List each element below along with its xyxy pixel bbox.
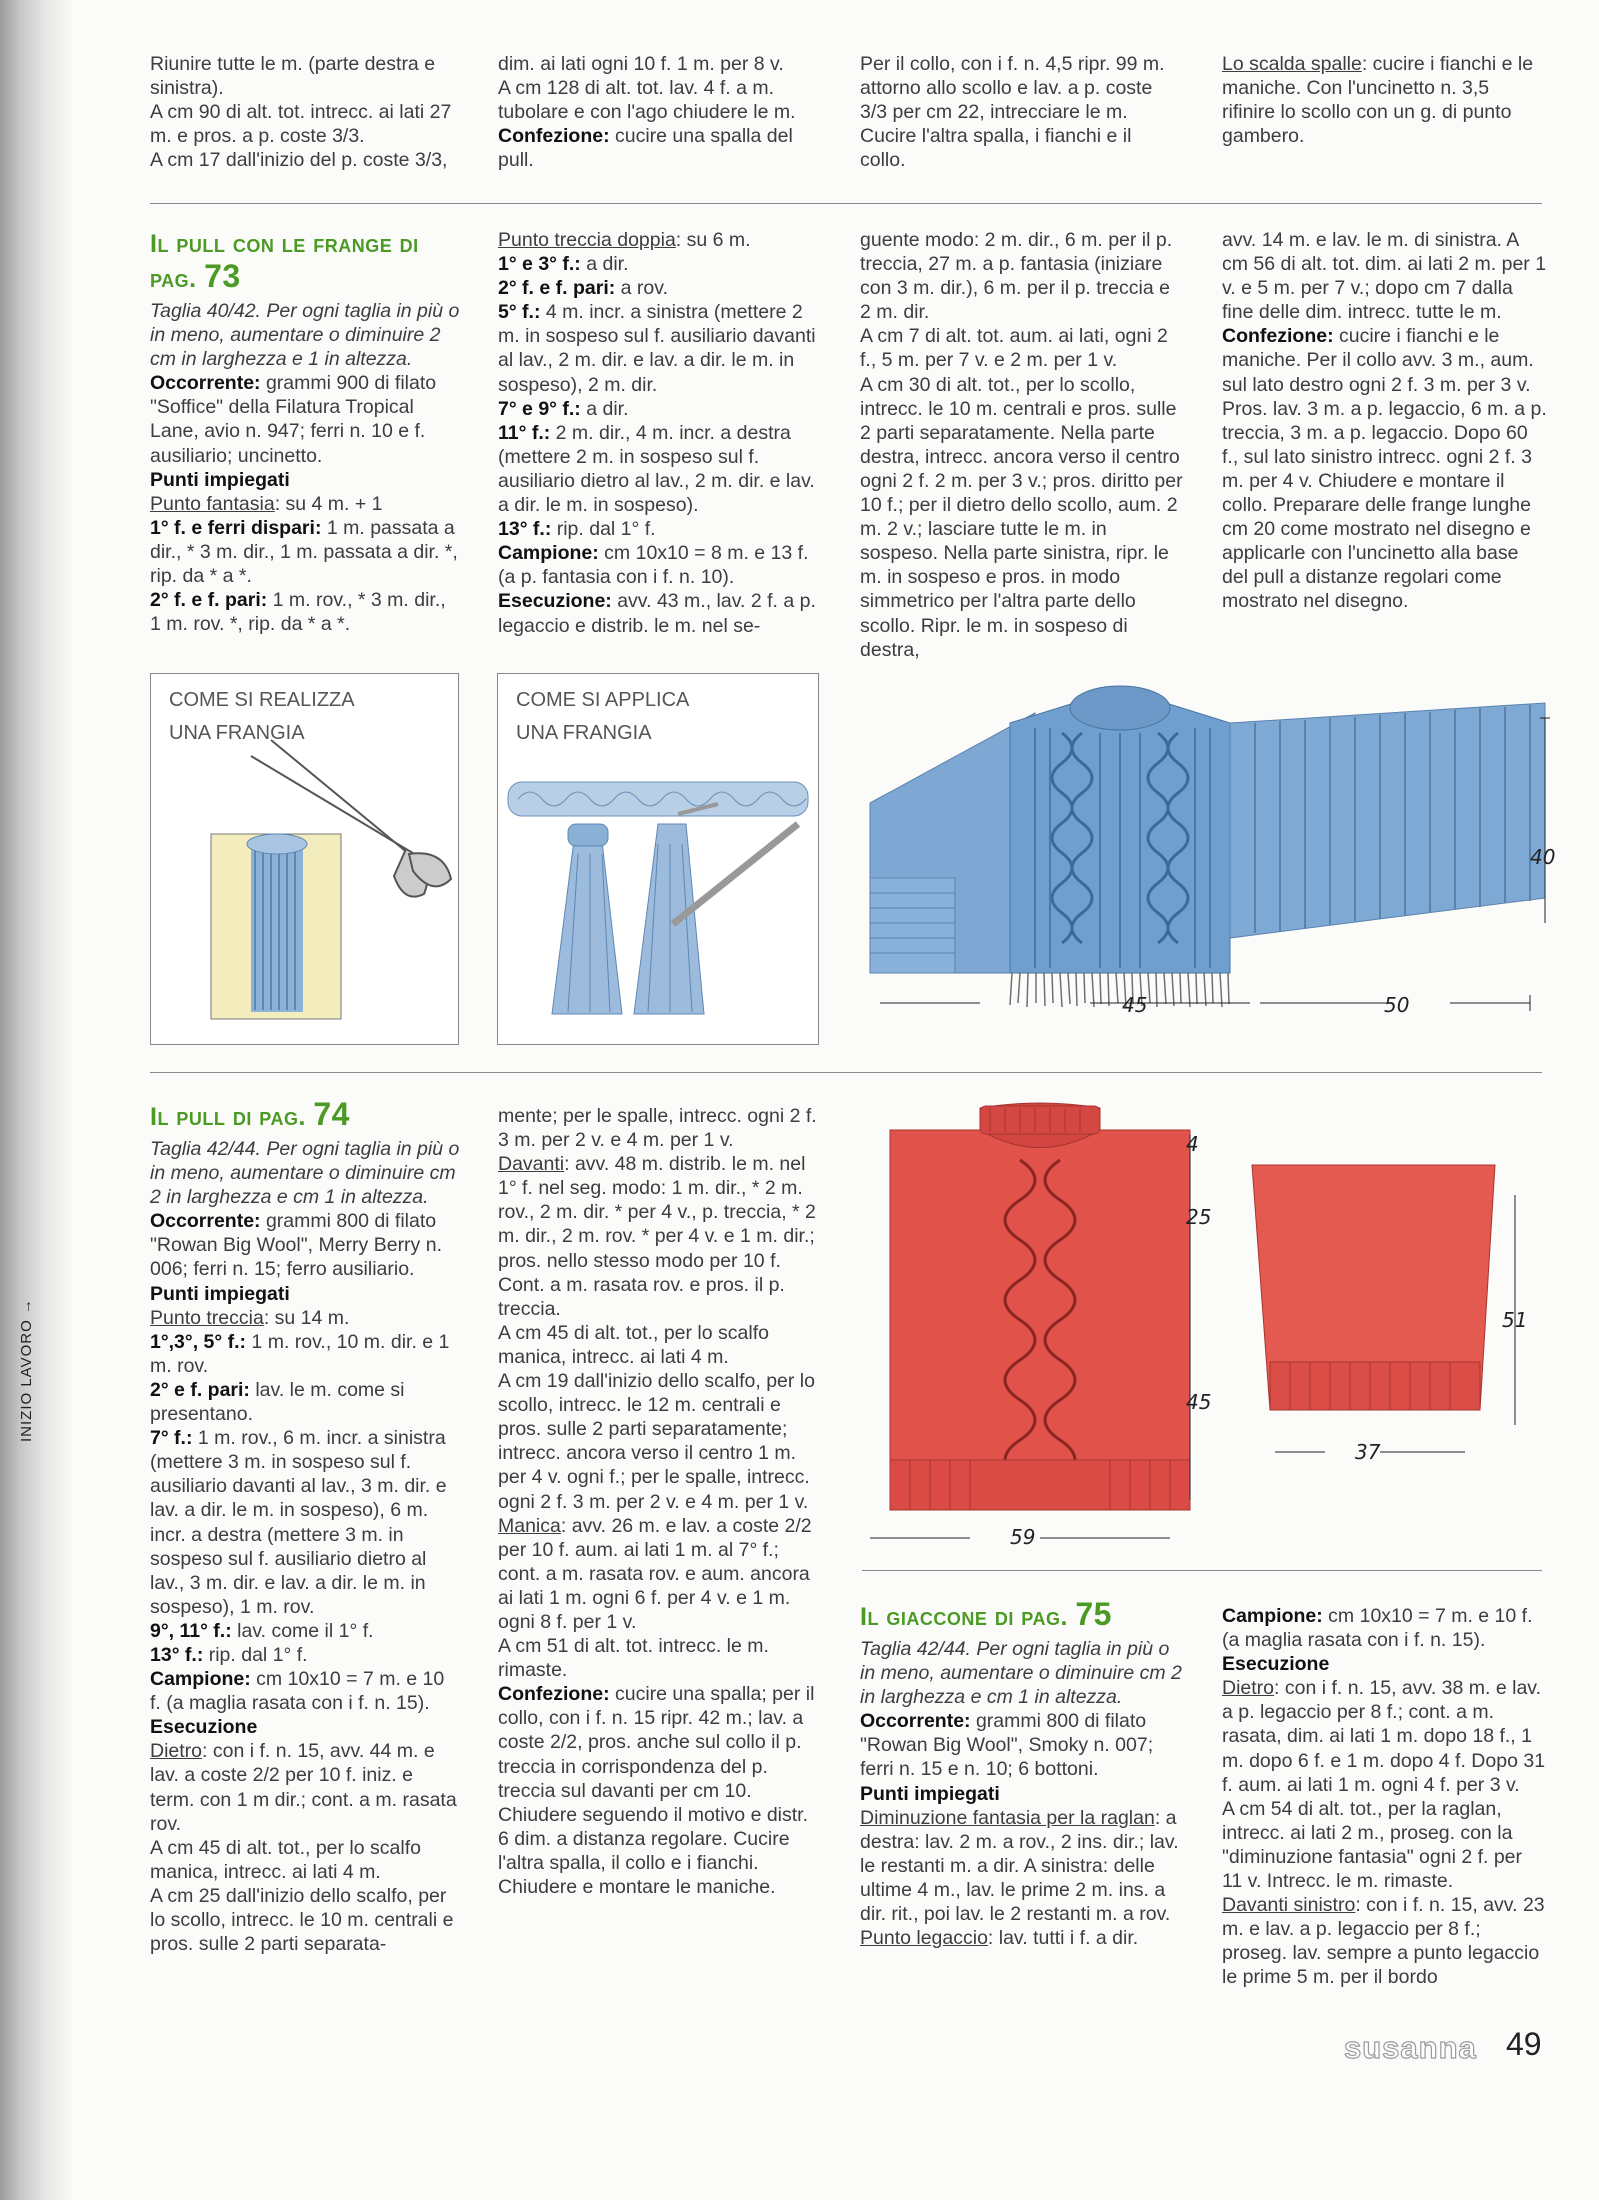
divider-top — [150, 203, 1542, 204]
top-col-1: Riunire tutte le m. (parte destra e sinistra). A cm 90 di alt. tot. intrecc. ai lati 27 m. e pros. a p. coste 3/3. A cm 17 dall'inizio del p. coste 3/3, — [150, 53, 452, 172]
fringe-make-caption: COME SI REALIZZA UNA FRANGIA — [169, 689, 355, 744]
fringe-apply-box — [497, 673, 819, 1045]
pull74-dim-body: 45 — [1186, 1390, 1212, 1414]
magazine-brand: susanna — [1344, 2030, 1477, 2065]
pull74-schematic — [860, 1100, 1550, 1560]
pull73-col-3: guente modo: 2 m. dir., 6 m. per il p. treccia, 27 m. a p. fantasia (iniziare con 3 m. dir.), 6 m. per il p. treccia e 2 m. dir. A cm 7 di alt. tot. aum. ai lati, ogni 2 f., 5 m. per 7 v. e 2 m. per 1 v. A cm 30 di alt. tot., per lo scollo, intrecc. le 10 m. centrali e pros. sulle 2 parti separatamente. Nella parte destra, intrecc. ancora verso il centro ogni 2 f. 2 m. per 3 v.; pros. diritto per 10 f.; per il dietro dello scollo, aum. 2 m. 2 v.; lasciare tutte le m. in sospeso. Nella parte sinistra, ripr. le m. in sospeso e pros. in modo simmetrico per l'altra parte dello scollo. Ripr. le m. in sospeso di destra, — [860, 229, 1183, 661]
pull73-dim-sleeve: 50 — [1384, 993, 1410, 1017]
giaccone75-col-1: Il giaccone di pag. 75 Taglia 42/44. Per ogni taglia in più o in meno, aumentare o diminuire cm 2 in larghezza e cm 1 in altezza. Occorrente: grammi 800 di filato "Rowan Big Wool", Smoky n. 007; ferri n. 15 e n. 10; 6 bottoni. Punti impiegati Diminuzione fantasia per la raglan: a destra: lav. 2 m. a rov., 2 ins. dir.; lav. le restanti m. a dir. A sinistra: delle ultime 4 m., lav. le prime 2 m. ins. a dir. rit., poi lav. le 2 restanti m. a rov. Punto legaccio: lav. tutti i f. a dir. — [860, 1598, 1185, 1950]
pull74-col-1: Il pull di pag. 74 Taglia 42/44. Per ogni taglia in più o in meno, aumentare o diminuire cm 2 in larghezza e cm 1 in altezza. Occorrente: grammi 800 di filato "Rowan Big Wool", Merry Berry n. 006; ferri n. 15; ferro ausiliario. Punti impiegati Punto treccia: su 14 m. 1°,3°, 5° f.: 1 m. rov., 10 m. dir. e 1 m. rov. 2° e f. pari: lav. le m. come si presentano. 7° f.: 1 m. rov., 6 m. incr. a sinistra (mettere 3 m. in sospeso sul f. ausiliario davanti al lav., 3 m. dir. e lav. a dir. le m. in sospeso), 6 m. incr. a destra (mettere 3 m. in sospeso sul f. ausiliario dietro al lav., 3 m. dir. e lav. a dir. le m. in sospeso), 1 m. rov. 9°, 11° f.: lav. come il 1° f. 13° f.: rip. dal 1° f. Campione: cm 10x10 = 7 m. e 10 f. (a maglia rasata con i f. n. 15). Esecuzione Dietro: con i f. n. 15, avv. 44 m. e lav. a coste 2/2 per 10 f. iniz. e term. con 1 m dir.; cont. a m. rasata rov. A cm 45 di alt. tot., per lo scalfo manica, intrecc. ai lati 4 m. A cm 25 dall'inizio dello scalfo, per lo scollo, intrecc. le 10 m. centrali e pros. sulle 2 parti separata- — [150, 1096, 460, 1956]
fringe-apply-caption: COME SI APPLICA UNA FRANGIA — [516, 689, 690, 744]
pull74-dim-width: 59 — [1010, 1525, 1036, 1549]
pull73-title: Il pull con le frange di pag. 73 — [150, 230, 419, 294]
pull74-dim-armhole: 25 — [1186, 1205, 1212, 1229]
giaccone75-title: Il giaccone di pag. 75 — [860, 1596, 1112, 1632]
pull73-col-2: Punto treccia doppia: su 6 m. 1° e 3° f.: a dir. 2° f. e f. pari: a rov. 5° f.: 4 m. incr. a sinistra (mettere 2 m. in sospeso sul f. ausiliario davanti al lav., 2 m. dir. e lav. a dir. le m. in sospeso), 2 m. dir. 7° e 9° f.: a dir. 11° f.: 2 m. dir., 4 m. incr. a destra (mettere 2 m. in sospeso sul f. ausiliario dietro al lav., 2 m. dir. e lav. a dir. le m. in sospeso). 13° f.: rip. dal 1° f. Campione: cm 10x10 = 8 m. e 13 f. (a p. fantasia con i f. n. 10). Esecuzione: avv. 43 m., lav. 2 f. a p. legaccio e distrib. le m. nel se- — [498, 229, 816, 637]
pull74-dim-sleeve-width: 37 — [1355, 1440, 1381, 1464]
divider-middle — [150, 1072, 1542, 1073]
pull74-dim-sleeve-length: 51 — [1502, 1308, 1528, 1332]
divider-giaccone — [862, 1570, 1542, 1571]
top-col-4: Lo scalda spalle: cucire i fianchi e le maniche. Con l'uncinetto n. 3,5 rifinire lo scollo con un g. di punto gambero. — [1222, 53, 1534, 148]
top-col-2: dim. ai lati ogni 10 f. 1 m. per 8 v. A cm 128 di alt. tot. lav. 4 f. a m. tubolare e con l'ago chiudere le m. Confezione: cucire una spalla del pull. — [498, 53, 796, 172]
top-col-3: Per il collo, con i f. n. 4,5 ripr. 99 m. attorno allo scollo e lav. a p. coste 3/3 per cm 22, intrecciare le m. Cucire l'altra spalla, i fianchi e il collo. — [860, 53, 1165, 172]
pull73-dim-width: 45 — [1122, 993, 1148, 1017]
pull73-dim-height: 40 — [1530, 845, 1556, 869]
pull74-col-2: mente; per le spalle, intrecc. ogni 2 f. 3 m. per 2 v. e 4 m. per 1 v. Davanti: avv. 48 m. distrib. le m. nel 1° f. nel seg. modo: 1 m. dir., * 2 m. rov., 2 m. dir. * per 4 v., p. treccia, * 2 m. dir., 2 m. rov. * per 4 v. e 1 m. dir.; pros. nello stesso modo per 10 f. Cont. a m. rasata rov. e pros. il p. treccia. A cm 45 di alt. tot., per lo scalfo manica, intrecc. ai lati 4 m. A cm 19 dall'inizio dello scalfo, per lo scollo, intrecc. le 12 m. centrali e pros. sulle 2 parti separatamente; intrecc. ancora verso il centro 1 m. per 4 v. ogni f.; per le spalle, intrecc. ogni 2 f. 3 m. per 2 v. e 4 m. per 1 v. Manica: avv. 26 m. e lav. a coste 2/2 per 10 f. aum. ai lati 1 m. al 7° f.; cont. a m. rasata rov. e aum. ancora ai lati 1 m. ogni 6 f. per 4 v. e 1 m. ogni 8 f. per 1 v. A cm 51 di alt. tot. intrecc. le m. rimaste. Confezione: cucire una spalla; per il collo, con i f. n. 15 ripr. 42 m.; lav. a coste 2/2, pros. anche sul collo il p. treccia in corrispondenza del p. treccia sul davanti per cm 10. Chiudere seguendo il motivo e distr. 6 dim. a distanza regolare. Cucire l'altra spalla, il collo e i fianchi. Chiudere e montare le maniche. — [498, 1105, 817, 1898]
giaccone75-col-2: Campione: cm 10x10 = 7 m. e 10 f. (a maglia rasata con i f. n. 15). Esecuzione Dietro: con i f. n. 15, avv. 38 m. e lav. a p. legaccio per 8 f.; cont. a m. rasata, dim. ai lati 1 m. dopo 18 f., 1 m. dopo 6 f. e 1 m. dopo 4 f. Dopo 31 f. aum. ai lati 1 m. ogni 4 f. per 3 v. A cm 54 di alt. tot., per la raglan, intrecc. ai lati 2 m., proseg. con la "diminuzione fantasia" ogni 2 f. per 11 v. Intrecc. le m. rimaste. Davanti sinistro: con i f. n. 15, avv. 23 m. e lav. a p. legaccio per 8 f.; proseg. lav. sempre a punto legaccio le prime 5 m. per il bordo — [1222, 1605, 1546, 1989]
fringe-make-illustration — [151, 674, 458, 1044]
pull73-schematic — [850, 683, 1550, 1028]
fringe-apply-illustration — [498, 674, 818, 1044]
side-label: INIZIO LAVORO → — [18, 1298, 35, 1442]
pull74-dim-collar: 4 — [1186, 1132, 1199, 1156]
pull73-col-1: Il pull con le frange di pag. 73 Taglia 40/42. Per ogni taglia in più o in meno, aumentare o diminuire 2 cm in larghezza e 1 in altezza. Occorrente: grammi 900 di filato "Soffice" della Filatura Tropical Lane, avio n. 947; ferri n. 10 e f. ausiliario; uncinetto. Punti impiegati Punto fantasia: su 4 m. + 1 1° f. e ferri dispari: 1 m. passata a dir., * 3 m. dir., 1 m. passata a dir. *, rip. da * a *. 2° f. e f. pari: 1 m. rov., * 3 m. dir., 1 m. rov. *, rip. da * a *. — [150, 230, 460, 636]
pull74-title: Il pull di pag. 74 — [150, 1096, 350, 1132]
fringe-make-box — [150, 673, 459, 1045]
pull73-col-4: avv. 14 m. e lav. le m. di sinistra. A cm 56 di alt. tot. dim. ai lati 2 m. per 1 v. e 5 m. per 7 v.; dopo cm 7 dalla fine delle dim. intrecc. tutte le m. Confezione: cucire i fianchi e le maniche. Per il collo avv. 3 m., aum. sul lato destro ogni 2 f. 3 m. per 3 v. Pros. lav. 3 m. a p. legaccio, 6 m. a p. treccia, 3 m. a p. legaccio. Dopo 60 f., sul lato sinistro intrecc. ogni 2 f. 3 m. per 4 v. Chiudere e montare il collo. Preparare delle frange lunghe cm 20 come mostrato nel disegno e applicarle con l'uncinetto alla base del pull a distanze regolari come mostrato nel disegno. — [1222, 229, 1547, 613]
page-number: 49 — [1506, 2026, 1542, 2062]
page-binding-shadow — [0, 0, 74, 2200]
